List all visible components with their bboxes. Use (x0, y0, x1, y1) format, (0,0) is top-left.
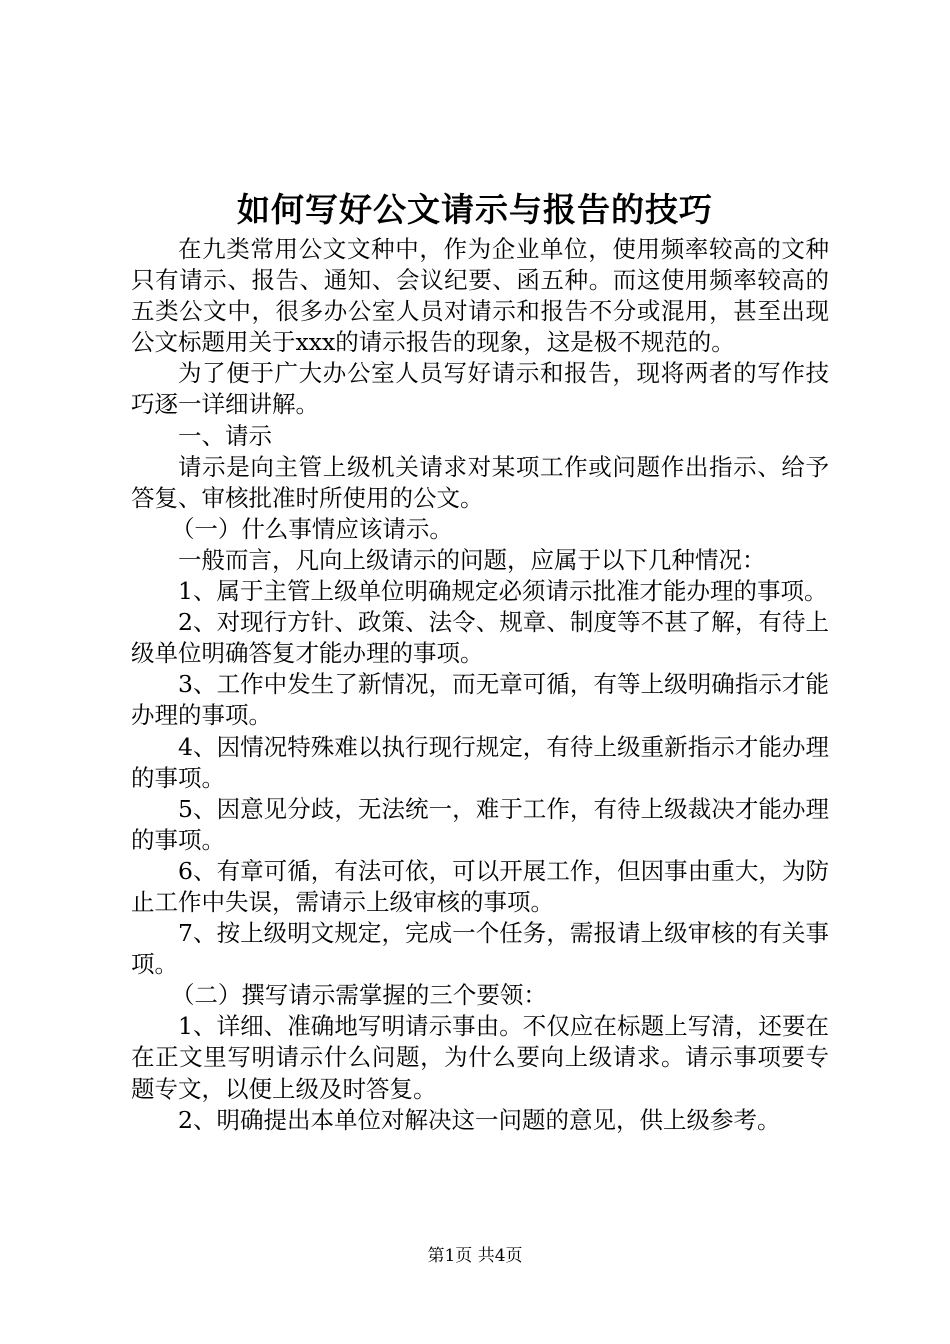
section-heading-qingshi: 一、请示 (178, 421, 272, 450)
list-item-1: 1、属于主管上级单位明确规定必须请示批准才能办理的事项。 (178, 577, 828, 606)
list-item-6: 6、有章可循，有法可依，可以开展工作，但因事由重大，为防止工作中失误，需请示上级审核的事项。 (131, 856, 829, 916)
page-number-footer: 第1页 共4页 (427, 1246, 523, 1266)
document-body (131, 234, 829, 1136)
list-item-2: 2、对现行方针、政策、法令、规章、制度等不甚了解，有待上级单位明确答复才能办理的事项。 (131, 608, 829, 668)
paragraph-definition: 请示是向主管上级机关请求对某项工作或问题作出指示、给予答复、审核批准时所使用的公文。 (131, 452, 829, 512)
list-item-3: 3、工作中发生了新情况，而无章可循，有等上级明确指示才能办理的事项。 (131, 670, 829, 730)
document-title: 如何写好公文请示与报告的技巧 (237, 190, 713, 229)
key-point-2: 2、明确提出本单位对解决这一问题的意见，供上级参考。 (178, 1105, 781, 1134)
subsection-heading-1: （一）什么事情应该请示。 (170, 514, 453, 543)
paragraph-intro-1: 在九类常用公文文种中，作为企业单位，使用频率较高的文种只有请示、报告、通知、会议纪要、函五种。而这使用频率较高的五类公文中，很多办公室人员对请示和报告不分或混用，甚至出现公文标题用关于xxx的请示报告的现象，这是极不规范的。 (131, 235, 829, 357)
list-item-5: 5、因意见分歧，无法统一，难于工作，有待上级裁决才能办理的事项。 (131, 794, 829, 854)
paragraph-intro-2: 为了便于广大办公室人员写好请示和报告，现将两者的写作技巧逐一详细讲解。 (131, 359, 829, 419)
key-point-1: 1、详细、准确地写明请示事由。不仅应在标题上写清，还要在在正文里写明请示什么问题，为什么要向上级请求。请示事项要专题专文，以便上级及时答复。 (131, 1012, 829, 1103)
paragraph-general: 一般而言，凡向上级请示的问题，应属于以下几种情况： (178, 545, 766, 574)
subsection-heading-2: （二）撰写请示需掌握的三个要领： (170, 981, 547, 1010)
list-item-7: 7、按上级明文规定，完成一个任务，需报请上级审核的有关事项。 (131, 919, 829, 979)
list-item-4: 4、因情况特殊难以执行现行规定，有待上级重新指示才能办理的事项。 (131, 732, 829, 792)
